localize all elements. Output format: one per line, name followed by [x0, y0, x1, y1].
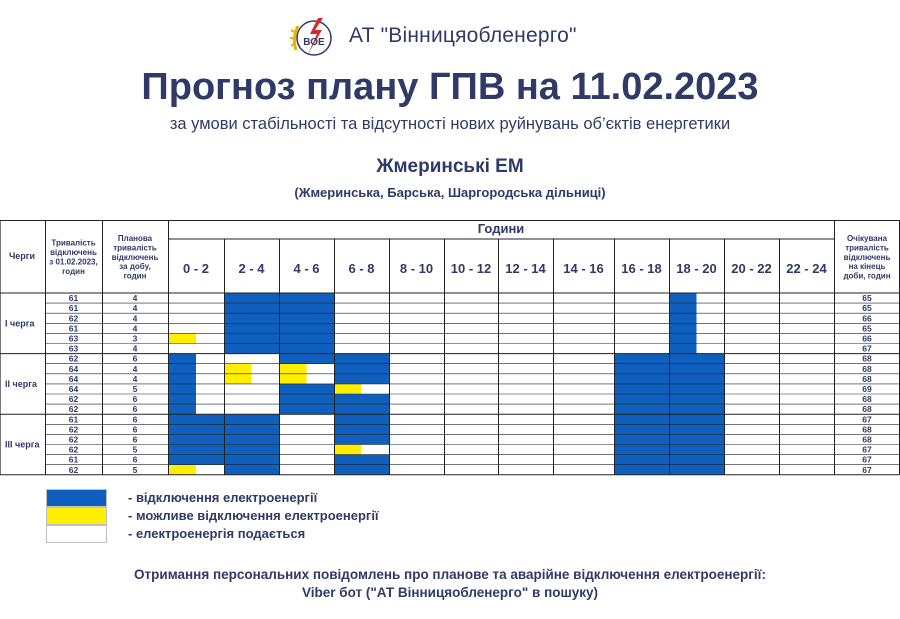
expected-value: 67	[862, 414, 872, 425]
cell-off	[334, 455, 389, 465]
header	[0, 0, 900, 220]
cell-maybe	[334, 384, 362, 394]
cell-off	[279, 323, 334, 333]
legend-label-on: - електроенергія подається	[128, 526, 306, 541]
cell-off	[669, 303, 697, 313]
cell-off	[279, 303, 334, 313]
cell-off	[279, 354, 334, 364]
cell-off	[279, 404, 334, 414]
cell-off	[614, 404, 669, 414]
cell-off	[334, 404, 389, 414]
cell-off	[669, 364, 724, 374]
cell-off	[669, 384, 724, 394]
header-expected: тривалість	[845, 243, 889, 253]
planned-value: 6	[132, 353, 138, 364]
district-subtitle: (Жмеринська, Барська, Шаргородська дільниці)	[294, 185, 606, 200]
cell-off	[669, 404, 724, 414]
duration-value: 63	[68, 343, 79, 354]
duration-value: 64	[68, 384, 79, 394]
cell-off	[669, 313, 697, 323]
header-expected: на кінець	[848, 262, 886, 272]
duration-value: 63	[68, 333, 79, 344]
cell-off	[669, 424, 724, 434]
cell-off	[168, 374, 196, 384]
legend-label-off: - відключення електроенергії	[128, 490, 318, 505]
duration-value: 64	[68, 363, 79, 374]
cell-off	[614, 434, 669, 444]
header-hours: Години	[477, 221, 525, 236]
header-duration: відключень	[50, 248, 97, 258]
legend-item-on	[46, 525, 466, 544]
legend-label-maybe: - можливе відключення електроенергії	[128, 508, 379, 523]
cell-off	[168, 404, 196, 414]
planned-value: 4	[132, 313, 138, 324]
cell-off	[224, 344, 279, 354]
cell-off	[614, 455, 669, 465]
expected-value: 69	[862, 384, 872, 394]
cell-off	[614, 364, 669, 374]
slot-header: 8 - 10	[399, 261, 434, 276]
cell-off	[334, 354, 389, 364]
cell-off	[669, 333, 697, 343]
cell-off	[224, 293, 279, 303]
slot-header: 14 - 16	[563, 261, 604, 276]
cell-off	[224, 455, 279, 465]
slot-header: 10 - 12	[450, 261, 492, 276]
group-label: І черга	[5, 318, 35, 329]
expected-value: 67	[862, 444, 872, 455]
header-queue: Черги	[8, 251, 36, 261]
cell-off	[669, 414, 724, 424]
cell-off	[334, 424, 389, 434]
cell-off	[168, 424, 224, 434]
planned-value: 4	[132, 293, 138, 304]
cell-off	[334, 414, 389, 424]
cell-off	[334, 374, 389, 384]
cell-off	[614, 445, 669, 455]
duration-value: 61	[68, 323, 79, 334]
footer-notice: Отримання персональних повідомлень про планове та аварійне відключення електроенергії:	[134, 567, 766, 582]
header-planned: Планова	[117, 234, 153, 243]
cell-off	[614, 414, 669, 424]
cell-off	[224, 445, 279, 455]
cell-off	[224, 465, 279, 475]
cell-off	[168, 434, 224, 444]
planned-value: 5	[132, 444, 138, 455]
planned-value: 6	[132, 414, 138, 425]
cell-off	[168, 445, 224, 455]
cell-maybe	[334, 445, 362, 455]
cell-off	[279, 394, 334, 404]
cell-off	[669, 293, 697, 303]
planned-value: 4	[132, 343, 138, 354]
legend-swatch-off	[46, 489, 107, 507]
duration-value: 61	[68, 293, 79, 304]
cell-off	[168, 354, 196, 364]
duration-value: 62	[68, 464, 79, 475]
duration-value: 61	[68, 303, 79, 314]
header-duration: годин	[62, 266, 85, 276]
expected-value: 68	[862, 404, 872, 415]
cell-off	[614, 384, 669, 394]
district-title: Жмеринські ЕМ	[376, 156, 524, 177]
expected-value: 68	[862, 434, 872, 445]
legend-swatch-maybe	[46, 507, 107, 525]
cell-off	[224, 323, 279, 333]
expected-value: 67	[862, 454, 872, 465]
cell-off	[224, 303, 279, 313]
company-logo-icon	[288, 12, 340, 64]
expected-value: 65	[862, 293, 872, 304]
duration-value: 64	[68, 373, 79, 384]
duration-value: 62	[68, 444, 79, 455]
cell-off	[224, 313, 279, 323]
header-planned: відключень	[111, 252, 159, 262]
slot-header: 20 - 22	[731, 261, 772, 276]
slot-header: 0 - 2	[182, 261, 210, 276]
expected-value: 68	[862, 424, 872, 435]
cell-maybe	[224, 364, 252, 374]
cell-off	[669, 455, 724, 465]
logo-lettering: ВОЕ	[303, 37, 325, 48]
cell-off	[669, 394, 724, 404]
cell-off	[334, 434, 389, 444]
expected-value: 66	[862, 333, 872, 344]
planned-value: 4	[132, 303, 138, 314]
company-name: АТ "Вінницяобленерго"	[349, 24, 577, 47]
header-expected: відключень	[843, 252, 891, 262]
duration-value: 62	[68, 394, 79, 405]
expected-value: 65	[862, 303, 872, 314]
expected-value: 66	[862, 313, 872, 324]
slot-header: 16 - 18	[621, 261, 662, 276]
cell-off	[168, 384, 196, 394]
expected-value: 65	[862, 323, 872, 334]
cell-off	[614, 465, 669, 475]
duration-value: 61	[68, 454, 79, 465]
planned-value: 5	[132, 384, 138, 394]
expected-value: 68	[862, 394, 872, 405]
planned-value: 6	[132, 434, 138, 445]
planned-value: 5	[132, 464, 138, 475]
planned-value: 6	[132, 424, 138, 435]
duration-value: 62	[68, 424, 79, 435]
cell-off	[279, 293, 334, 303]
duration-value: 62	[68, 434, 79, 445]
cell-off	[669, 354, 724, 364]
duration-value: 61	[68, 414, 79, 425]
slot-header: 6 - 8	[348, 261, 375, 276]
cell-off	[334, 394, 389, 404]
cell-off	[669, 434, 724, 444]
planned-value: 3	[132, 333, 138, 344]
cell-off	[614, 354, 669, 364]
duration-value: 62	[68, 404, 79, 415]
header-duration: з 01.02.2023,	[49, 257, 98, 267]
cell-off	[224, 424, 279, 434]
group-label: ІІ черга	[5, 378, 37, 389]
cell-maybe	[168, 333, 196, 343]
planned-value: 6	[132, 404, 138, 415]
planned-value: 4	[132, 363, 138, 374]
expected-value: 68	[862, 363, 872, 374]
expected-value: 68	[862, 373, 872, 384]
cell-off	[224, 414, 279, 424]
header-expected: доби, годин	[843, 271, 891, 281]
cell-off	[669, 323, 697, 333]
cell-off	[168, 414, 224, 424]
duration-value: 62	[68, 313, 79, 324]
cell-off	[279, 313, 334, 323]
planned-value: 6	[132, 394, 138, 405]
expected-value: 67	[862, 343, 872, 354]
cell-maybe	[168, 465, 196, 475]
footer-viber-bot[interactable]: Viber бот ("АТ Вінницяобленерго" в пошуку)	[301, 585, 598, 600]
legend-swatch-on	[46, 525, 107, 543]
cell-off	[334, 465, 389, 475]
cell-off	[669, 465, 724, 475]
cell-off	[168, 364, 196, 374]
cell-off	[168, 455, 224, 465]
planned-value: 6	[132, 454, 138, 465]
header-expected: Очікувана	[846, 234, 888, 243]
cell-off	[614, 424, 669, 434]
slot-header: 4 - 6	[293, 261, 320, 276]
legend-item-maybe	[46, 507, 466, 526]
cell-off	[669, 374, 724, 384]
cell-off	[614, 374, 669, 384]
duration-value: 62	[68, 353, 79, 364]
header-duration: Тривалість	[51, 238, 96, 248]
cell-off	[279, 344, 334, 354]
schedule-table	[0, 220, 900, 482]
legend-item-off	[46, 489, 466, 508]
page-subtitle: за умови стабільності та відсутності нових руйнувань об’єктів енергетики	[169, 115, 731, 133]
cell-off	[614, 394, 669, 404]
cell-off	[669, 445, 724, 455]
cell-off	[279, 384, 334, 394]
planned-value: 4	[132, 373, 138, 384]
slot-header: 12 - 14	[505, 261, 546, 276]
cell-off	[168, 394, 196, 404]
cell-off	[669, 344, 697, 354]
cell-maybe	[279, 364, 307, 374]
group-label: ІІІ черга	[5, 439, 40, 450]
cell-off	[334, 364, 389, 374]
expected-value: 68	[862, 353, 872, 364]
cell-maybe	[279, 374, 307, 384]
header-planned: за добу,	[119, 262, 151, 272]
cell-maybe	[224, 374, 252, 384]
header-planned: годин	[123, 271, 147, 281]
cell-off	[224, 434, 279, 444]
cell-off	[279, 333, 334, 343]
planned-value: 4	[132, 323, 138, 334]
cell-off	[224, 333, 279, 343]
expected-value: 67	[862, 464, 872, 475]
slot-header: 18 - 20	[676, 261, 717, 276]
page-title: Прогноз плану ГПВ на 11.02.2023	[141, 66, 759, 108]
slot-header: 2 - 4	[238, 261, 265, 276]
header-planned: тривалість	[113, 243, 157, 253]
slot-header: 22 - 24	[786, 261, 827, 276]
